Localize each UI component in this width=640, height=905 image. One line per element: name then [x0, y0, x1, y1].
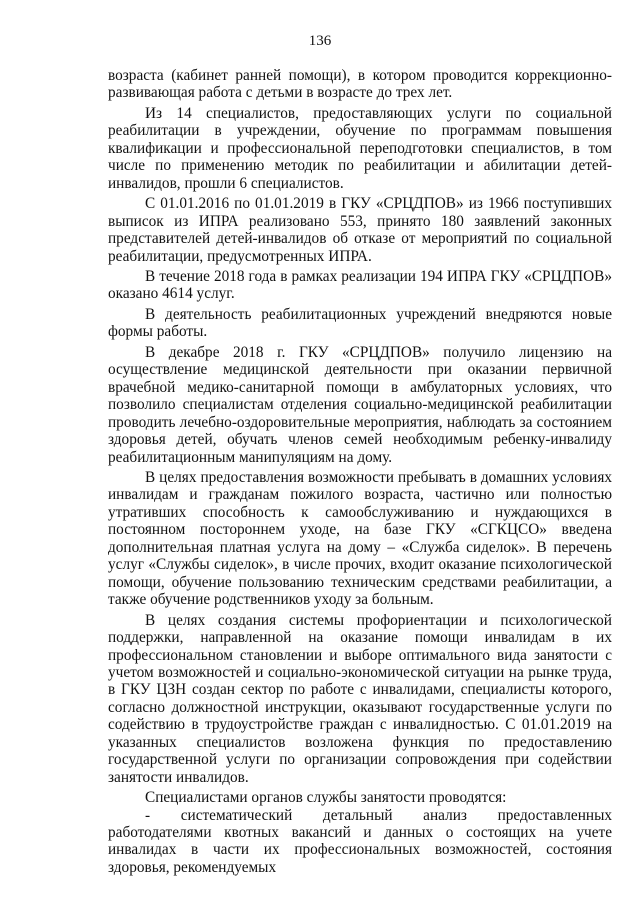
- paragraph-3: С 01.01.2016 по 01.01.2019 в ГКУ «СРЦДПОВ» из 1966 поступивших выписок из ИПРА реализовано 553, принято 180 заявлений законных представителей детей-инвалидов об отказе от мероприятий по социальной реабилитации, предусмотренных ИПРА.: [108, 195, 612, 265]
- page-body: [108, 67, 612, 876]
- page-number: 136: [308, 33, 332, 49]
- paragraph-7: В целях предоставления возможности пребывать в домашних условиях инвалидам и гражданам пожилого возраста, частично или полностью утративших способность к самообслуживанию и нуждающихся в постоянном постороннем уходе, на базе ГКУ «СГКЦСО» введена дополнительная платная услуга на дому – «Служба сиделок». В перечень услуг «Службы сиделок», в числе прочих, входит оказание психологической помощи, обучение пользованию техническим средствами реабилитации, а также обучение родственников уходу за больным.: [108, 468, 612, 609]
- paragraph-5: В деятельность реабилитационных учреждений внедряются новые формы работы.: [108, 305, 612, 341]
- paragraph-10: - систематический детальный анализ предоставленных работодателями квотных вакансий и данных о состоящих на учете инвалидах в части их профессиональных возможностей, состояния здоровья, рекомендуемых: [108, 806, 612, 876]
- paragraph-1: возраста (кабинет ранней помощи), в котором проводится коррекционно-развивающая работа с детьми в возрасте до трех лет.: [108, 67, 612, 102]
- paragraph-2: Из 14 специалистов, предоставляющих услуги по социальной реабилитации в учреждении, обучение по программам повышения квалификации и профессиональной переподготовки специалистов, в том числе по применению методик по реабилитации и абилитации детей-инвалидов, прошли 6 специалистов.: [108, 104, 612, 192]
- paragraph-9: Специалистами органов службы занятости проводятся:: [145, 789, 507, 807]
- paragraph-6: В декабре 2018 г. ГКУ «СРЦДПОВ» получило лицензию на осуществление медицинской деятельности при оказании первичной врачебной медико-санитарной помощи в амбулаторных условиях, что позволило специалистам отделения социально-медицинской реабилитации проводить лечебно-оздоровительные мероприятия, наблюдать за состоянием здоровья детей, обучать членов семей необходимым ребенку-инвалиду реабилитационным манипуляциям на дому.: [108, 343, 612, 466]
- paragraph-8: В целях создания системы профориентации и психологической поддержки, направленной на оказание помощи инвалидам в их профессиональном становлении и выборе оптимального вида занятости с учетом возможностей и социально-экономической ситуации на рынке труда, в ГКУ ЦЗН создан сектор по работе с инвалидами, специалисты которого, согласно должностной инструкции, оказывают государственные услуги по содействию в трудоустройстве граждан с инвалидностью. С 01.01.2019 на указанных специалистов возложена функция по предоставлению государственной услуги по организации сопровождения при содействии занятости инвалидов.: [108, 611, 612, 786]
- paragraph-4: В течение 2018 года в рамках реализации 194 ИПРА ГКУ «СРЦДПОВ» оказано 4614 услуг.: [108, 267, 612, 303]
